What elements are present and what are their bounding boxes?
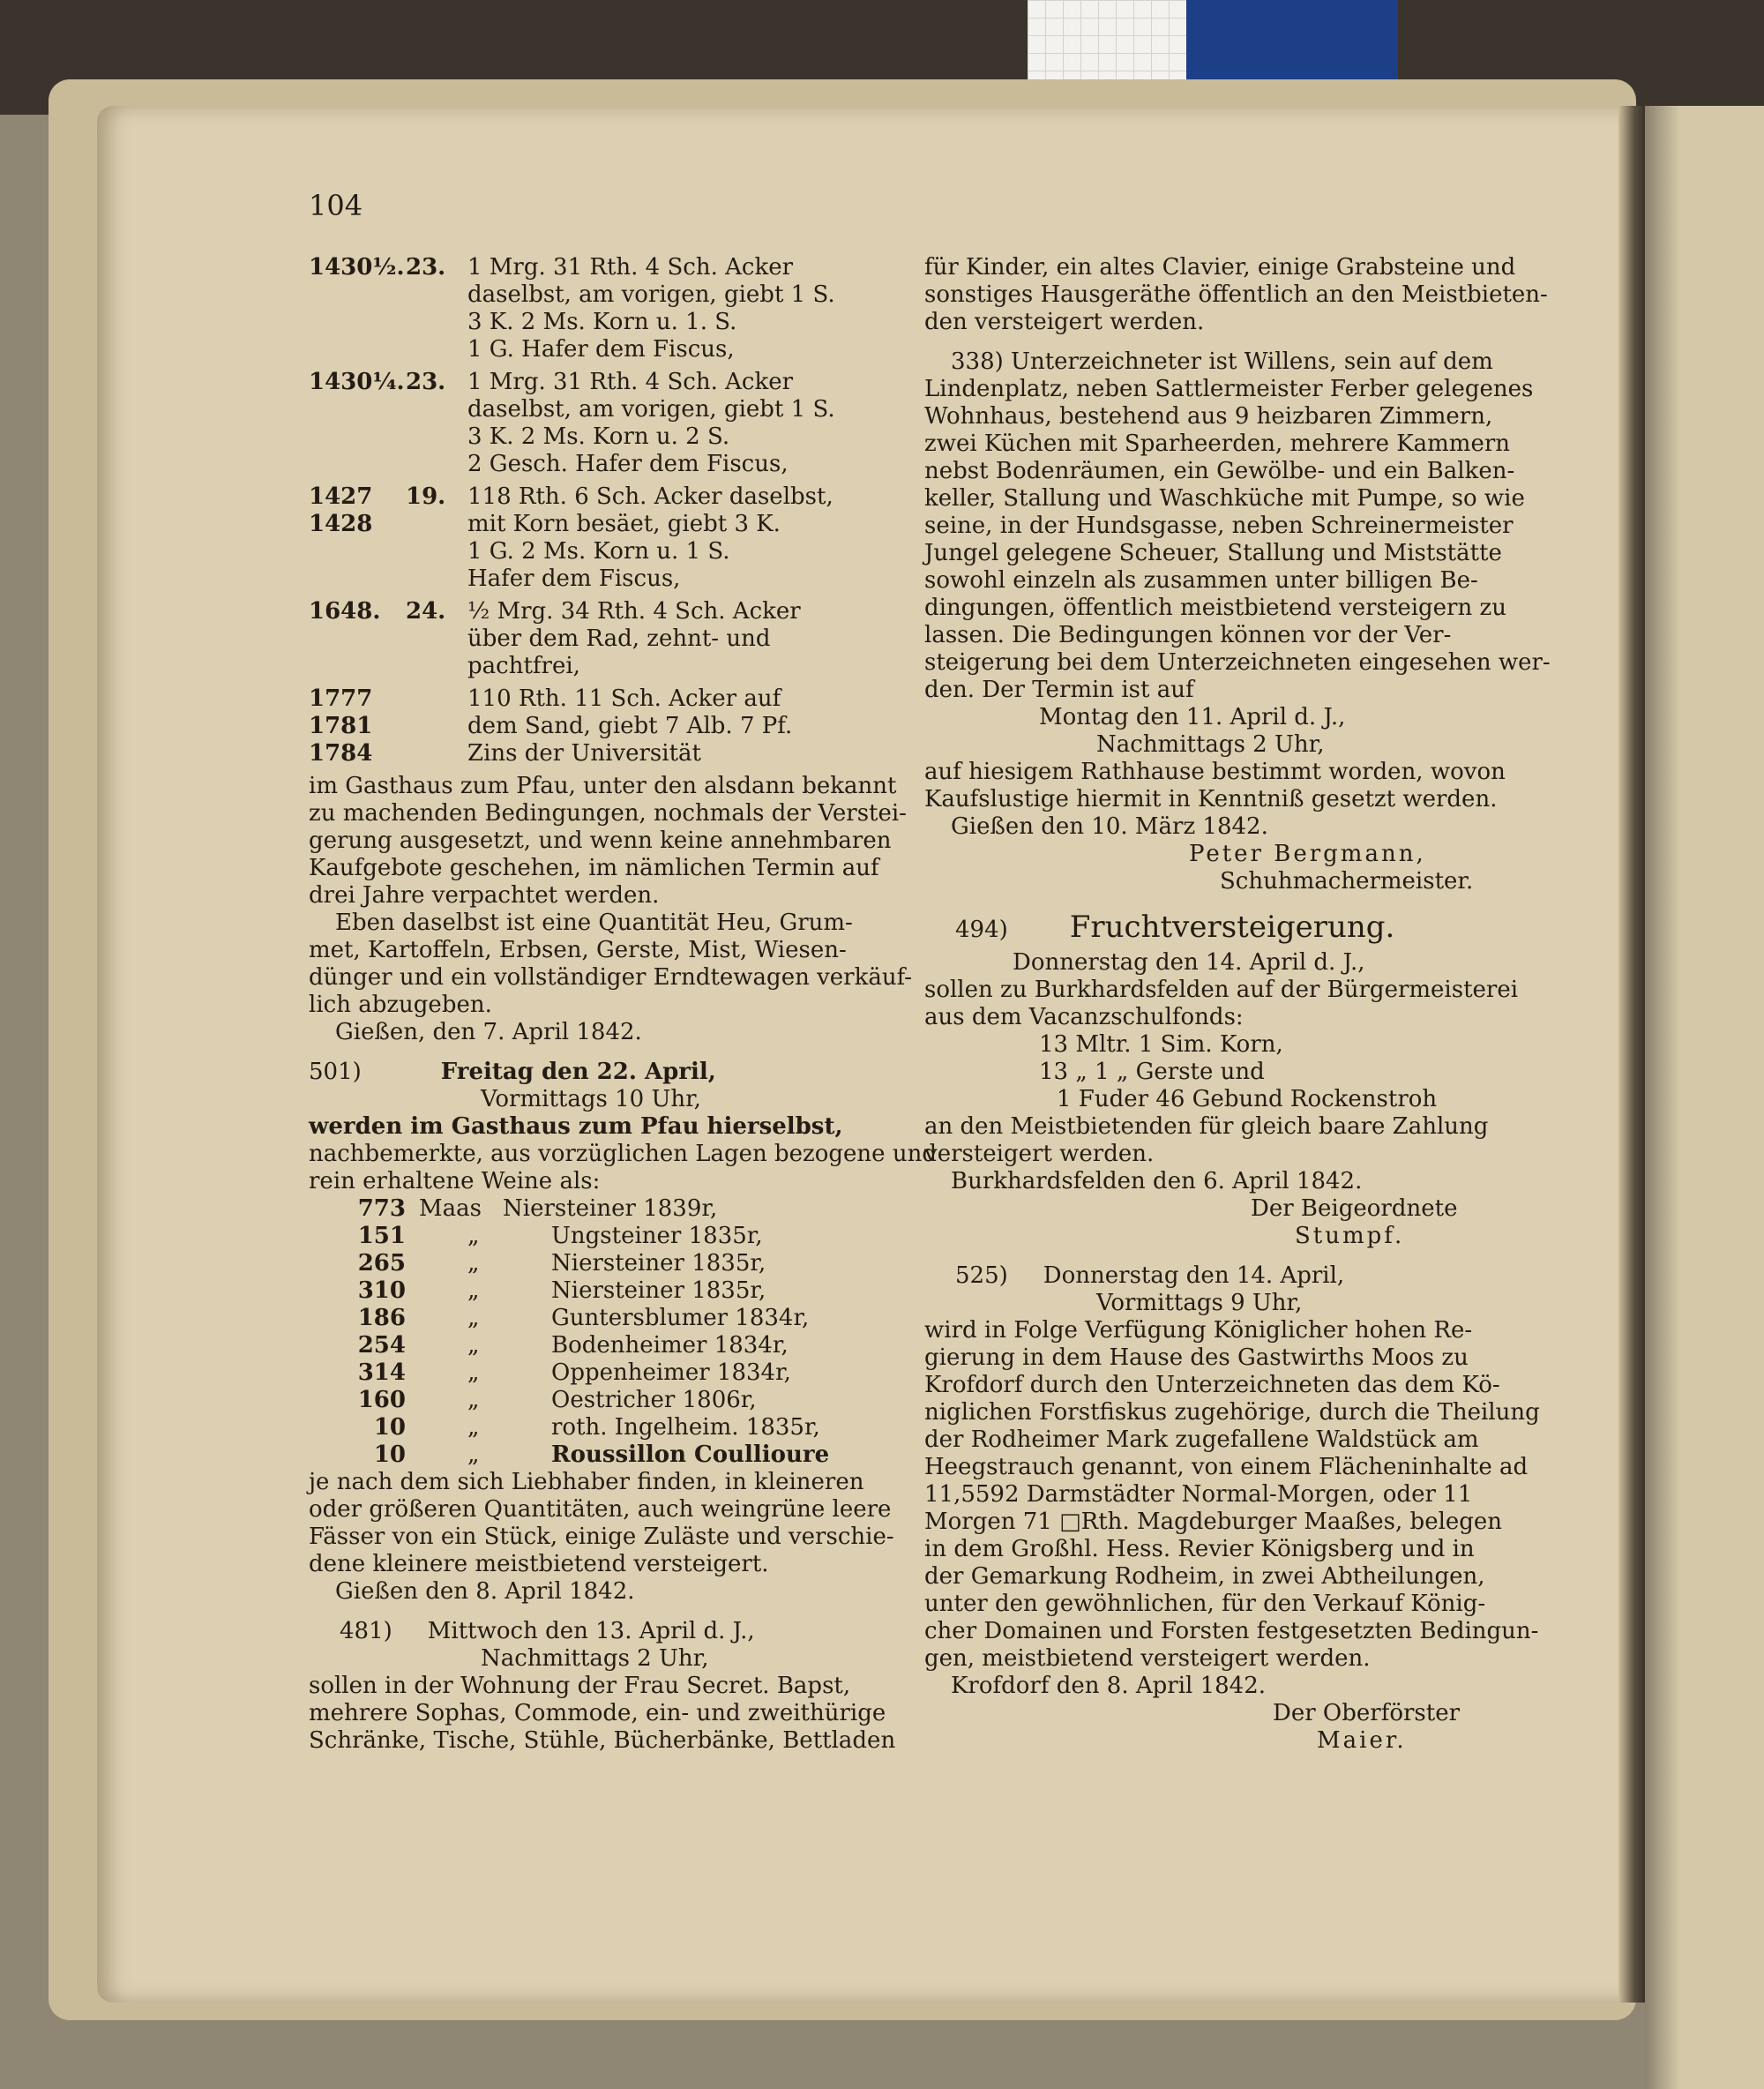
wine-unit: „ (467, 1441, 480, 1468)
wine-list (309, 1195, 900, 1469)
ad-525: 525) Donnerstag den 14. April, Vormittags 9 Uhr, wird in Folge Verfügung Königlicher hohen Re- gierung in dem Hause des Gastwirths Moos zu Krofdorf durch den Unterzeichneten das dem Kö- niglichen Forstfiskus zugehörige, durch die Theilung der Rodheimer Mark zugefallene Waldstück am Heegstrauch genannt, von einem Flächeninhalte ad 11,5592 Darmstädter Normal-Morgen, oder 11 Morgen 71 □Rth. Magdeburger Maaßes, belegen in dem Großhl. Hess. Revier Königsberg und in der Gemarkung Rodheim, in zwei Abtheilungen, unter den gewöhnlichen, für den Verkauf König- cher Domainen und Forsten festgesetzten Bedingun- gen, meistbietend versteigert werden. Krofdorf den 8. April 1842. Der Oberförster Maier. (924, 1262, 1540, 1754)
wine-name: Oppenheimer 1834r, (551, 1359, 791, 1386)
parcel-flur: 19. (406, 483, 446, 510)
parcel-number: 1648. (309, 598, 381, 625)
ad-338-signer: Peter Bergmann, (1189, 841, 1426, 867)
ad-338-signer-title: Schuhmachermeister. (1220, 868, 1474, 895)
wine-unit: Maas (419, 1195, 482, 1222)
wine-name: Oestricher 1806r, (551, 1387, 757, 1413)
book-gutter (1618, 106, 1645, 2003)
wine-row (309, 1277, 900, 1305)
wine-quantity: 10 (373, 1441, 406, 1468)
ad-525-place-date: Krofdorf den 8. April 1842. (951, 1673, 1267, 1699)
wine-unit: „ (467, 1223, 480, 1249)
ad-494-number: 494) (955, 917, 1008, 943)
wine-quantity: 151 (357, 1223, 406, 1249)
wine-quantity: 310 (357, 1277, 406, 1304)
parcel-number: 1430¼. (309, 369, 405, 395)
parcel-entry (309, 685, 900, 767)
wine-row (309, 1332, 900, 1359)
parcel-description: 1 Mrg. 31 Rth. 4 Sch. Acker daselbst, am vorigen, giebt 1 S. 3 K. 2 Ms. Korn u. 1. S. 1 G. Hafer dem Fiscus, (467, 254, 835, 363)
parcel-number: 1427 1428 (309, 483, 373, 537)
wine-unit: „ (467, 1359, 480, 1386)
ad-501-place-date: Gießen den 8. April 1842. (335, 1578, 635, 1605)
parcel-flur: 23. (406, 254, 446, 281)
parcel-entry (309, 598, 900, 680)
wine-row (309, 1305, 900, 1332)
parcel-flur: 23. (406, 369, 446, 395)
ad-481-date: Mittwoch den 13. April d. J., (427, 1618, 755, 1644)
wine-unit: „ (467, 1250, 480, 1277)
ad-525-signer-title: Der Oberförster (1273, 1700, 1461, 1726)
ad-494-item: 1 Fuder 46 Gebund Rockenstroh (1057, 1086, 1438, 1112)
parcel-flur: 24. (406, 598, 446, 625)
wine-name: Niersteiner 1835r, (551, 1250, 766, 1277)
parcel-number: 1777 1781 1784 (309, 685, 373, 767)
ad-494-item: 13 „ 1 „ Gerste und (1039, 1059, 1265, 1085)
parcel-description: 1 Mrg. 31 Rth. 4 Sch. Acker daselbst, am vorigen, giebt 1 S. 3 K. 2 Ms. Korn u. 2 S. 2 Gesch. Hafer dem Fiscus, (467, 369, 835, 477)
ad-494-signer-title: Der Beigeordnete (1251, 1195, 1458, 1222)
ad-494-date: Donnerstag den 14. April d. J., (1013, 949, 1365, 976)
wine-unit: „ (467, 1332, 480, 1359)
ad-494-signer: Stumpf. (1295, 1223, 1405, 1249)
ad-501-number: 501) (309, 1059, 362, 1085)
wine-row (309, 1414, 900, 1441)
parcel-description: ½ Mrg. 34 Rth. 4 Sch. Acker über dem Rad, zehnt- und pachtfrei, (467, 598, 801, 679)
parcel-description: 118 Rth. 6 Sch. Acker daselbst, mit Korn besäet, giebt 3 K. 1 G. 2 Ms. Korn u. 1 S. Hafer dem Fiscus, (467, 483, 833, 592)
ad-501: 501) Freitag den 22. April, Vormittags 10 Uhr, werden im Gasthaus zum Pfau hierselbst, nachbemerkte, aus vorzüglichen Lagen bezogene und rein erhaltene Weine als: 773 Maas Niersteiner 1839r, 151 „ Ungsteiner 1835r, 265 „ Niersteiner 1835r, 310 „ Niersteiner 1835r, 186 „ Guntersblumer 1834r, 254 „ Bodenheimer 1834r, 314 „ Oppenheimer 1834r, 160 „ Oestricher 1806r, 10 „ roth. Ingelheim. 1835r, 10 „ Roussillon Coullioure je nach dem sich Liebhaber finden, in kleineren oder größeren Quantitäten, auch weingrüne leere Fässer von ein Stück, einige Zuläste und verschie- dene kleinere meistbietend versteigert. Gießen den 8. April 1842. (309, 1059, 937, 1605)
ad-525-time: Vormittags 9 Uhr, (1096, 1290, 1303, 1316)
wine-row (309, 1195, 900, 1223)
ad-525-signer: Maier. (1317, 1727, 1407, 1754)
parcel-flur (406, 685, 467, 767)
wine-quantity: 314 (357, 1359, 406, 1386)
ad-494-heading: Fruchtversteigerung. (1069, 910, 1395, 945)
wine-row (309, 1387, 900, 1414)
wine-row (309, 1250, 900, 1277)
right-column (924, 254, 1551, 1755)
ad-501-date: Freitag den 22. April, (440, 1059, 716, 1085)
ad-338-date: Montag den 11. April d. J., (1039, 704, 1346, 730)
wine-name: Niersteiner 1839r, (503, 1195, 718, 1222)
left-column (309, 254, 937, 1755)
ad-481-time: Nachmittags 2 Uhr, (481, 1645, 709, 1672)
ad-481-continued: für Kinder, ein altes Clavier, einige Grabsteine und sonstiges Hausgeräthe öffentlich an den Meistbieten- den versteigert werden. (924, 254, 1548, 335)
wine-quantity: 265 (357, 1250, 406, 1277)
ad-481-number: 481) (340, 1618, 392, 1644)
wine-row (309, 1223, 900, 1250)
wine-row (309, 1359, 900, 1387)
wine-name: Ungsteiner 1835r, (551, 1223, 763, 1249)
ad-481: 481) Mittwoch den 13. April d. J., Nachmittags 2 Uhr, sollen in der Wohnung der Frau Secret. Bapst, mehrere Sophas, Commode, ein- und zweithürige Schränke, Tische, Stühle, Bücherbänke, Bettladen (309, 1618, 900, 1755)
parcel-list (309, 254, 900, 767)
ad-338-place-date: Gießen den 10. März 1842. (951, 813, 1268, 840)
wine-name: Guntersblumer 1834r, (551, 1305, 810, 1331)
wine-unit: „ (467, 1277, 480, 1304)
left-place-date-1: Gießen, den 7. April 1842. (335, 1019, 642, 1045)
parcel-entry (309, 483, 900, 593)
ad-525-date: Donnerstag den 14. April, (1043, 1262, 1345, 1289)
wine-name: roth. Ingelheim. 1835r, (551, 1414, 820, 1441)
parcel-entry (309, 254, 900, 363)
left-paragraph-2: Eben daselbst ist eine Quantität Heu, Grum- met, Kartoffeln, Erbsen, Gerste, Mist, Wiesen- dünger und ein vollständiger Erndtewagen verkäuf- lich abzugeben. (309, 910, 913, 1018)
page-number: 104 (309, 189, 363, 222)
wine-name: Bodenheimer 1834r, (551, 1332, 789, 1359)
wine-quantity: 254 (357, 1332, 406, 1359)
parcel-number: 1430½. (309, 254, 405, 281)
ad-525-number: 525) (955, 1262, 1008, 1289)
wine-unit: „ (467, 1305, 480, 1331)
wine-name: Niersteiner 1835r, (551, 1277, 766, 1304)
wine-unit: „ (467, 1387, 480, 1413)
ad-338: 338) Unterzeichneter ist Willens, sein auf dem Lindenplatz, neben Sattlermeister Ferber gelegenes Wohnhaus, bestehend aus 9 heizbaren Zimmern, zwei Küchen mit Sparheerden, mehrere Kammern nebst Bodenräumen, ein Gewölbe- und ein Balken- keller, Stallung und Waschküche mit Pumpe, so wie seine, in der Hundsgasse, neben Schreinermeister Jungel gelegene Scheuer, Stallung und Miststätte sowohl einzeln als zusammen unter billigen Be- dingungen, öffentlich meistbietend versteigern zu lassen. Die Bedingungen können vor der Ver- steigerung bei dem Unterzeichneten eingesehen wer- den. Der Termin ist auf Montag den 11. April d. J., Nachmittags 2 Uhr, auf hiesigem Rathhause bestimmt worden, wovon Kaufslustige hiermit in Kenntniß gesetzt werden. Gießen den 10. März 1842. Peter Bergmann, Schuhmachermeister. (924, 348, 1551, 895)
wine-name: Roussillon Coullioure (551, 1441, 830, 1468)
ad-501-time: Vormittags 10 Uhr, (481, 1086, 701, 1112)
wine-quantity: 773 (357, 1195, 406, 1222)
ad-494-item: 13 Mltr. 1 Sim. Korn, (1039, 1031, 1283, 1058)
ad-494: 494) Fruchtversteigerung. Donnerstag den 14. April d. J., sollen zu Burkhardsfelden auf der Bürgermeisterei aus dem Vacanzschulfonds: 13 Mltr. 1 Sim. Korn, 13 „ 1 „ Gerste und 1 Fuder 46 Gebund Rockenstroh an den Meistbietenden für gleich baare Zahlung versteigert werden. Burkhardsfelden den 6. April 1842. Der Beigeordnete Stumpf. (924, 910, 1519, 1249)
wine-quantity: 186 (357, 1305, 406, 1331)
ad-494-place-date: Burkhardsfelden den 6. April 1842. (951, 1168, 1363, 1194)
wine-quantity: 160 (357, 1387, 406, 1413)
wine-quantity: 10 (373, 1414, 406, 1441)
ad-338-time: Nachmittags 2 Uhr, (1096, 731, 1325, 758)
wine-unit: „ (467, 1414, 480, 1441)
left-paragraph-1: im Gasthaus zum Pfau, unter den alsdann bekannt zu machenden Bedingungen, nochmals der Verstei- gerung ausgesetzt, und wenn keine annehmbaren Kaufgebote geschehen, im nämlichen Termin auf drei Jahre verpachtet werden. (309, 773, 907, 909)
facing-page (1645, 106, 1764, 2089)
parcel-entry (309, 369, 900, 478)
parcel-description: 110 Rth. 11 Sch. Acker auf dem Sand, giebt 7 Alb. 7 Pf. Zins der Universität (467, 685, 793, 767)
wine-row (309, 1441, 900, 1469)
